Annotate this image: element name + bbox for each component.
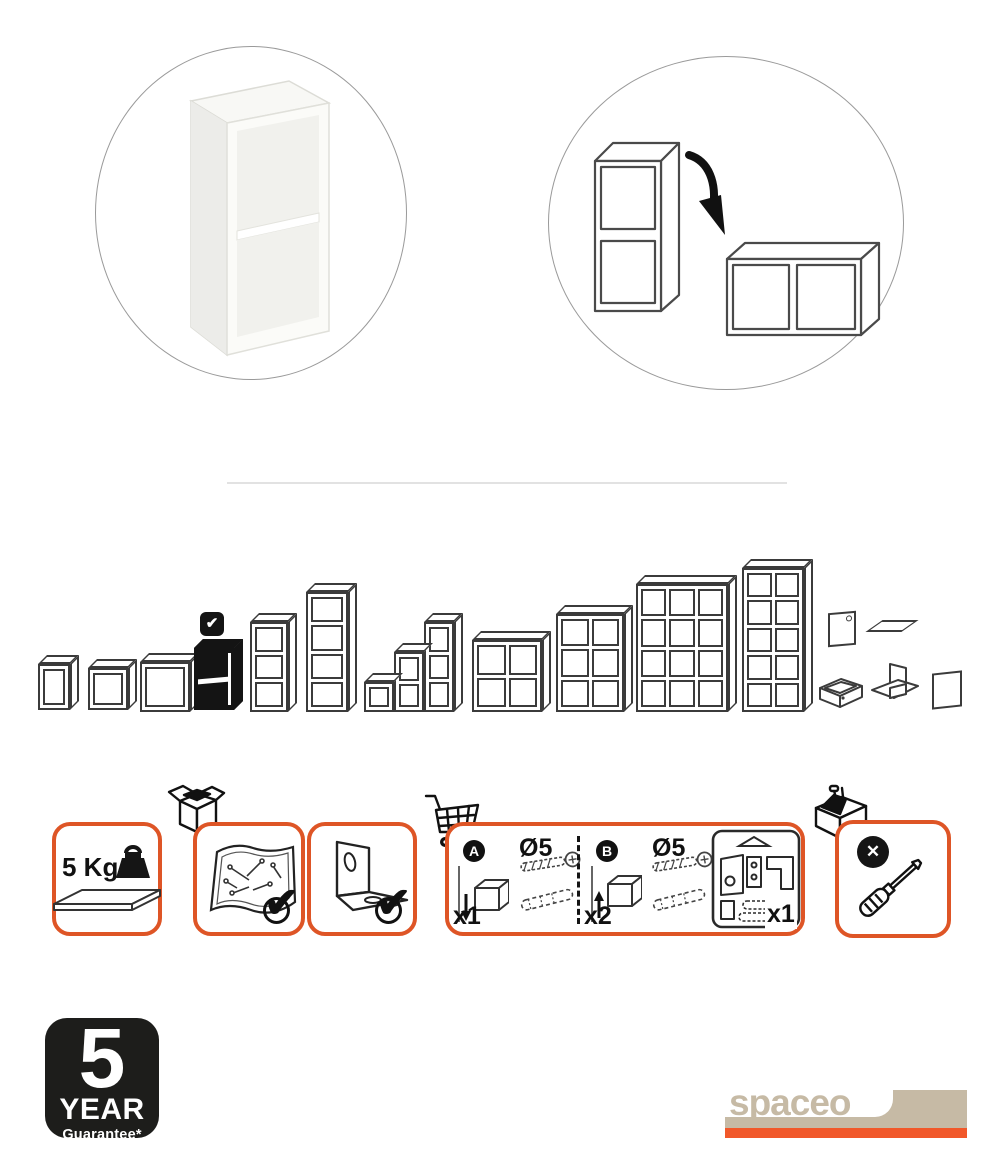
section-divider	[227, 482, 787, 484]
family-unit-2x5	[742, 568, 804, 712]
family-unit-2-cube-selected	[194, 648, 234, 710]
part-a-marker: A	[463, 840, 485, 862]
screw-and-plug-icon	[645, 848, 719, 914]
orientation-diagram-circle	[548, 56, 904, 390]
hardware-badge	[445, 822, 805, 936]
family-unit-small-cube	[88, 668, 128, 710]
phillips-head-icon: ✕	[857, 836, 889, 868]
section-separator	[577, 836, 580, 924]
part-a-qty: x1	[453, 902, 481, 930]
accessory-door	[828, 611, 856, 647]
part-b-qty: x2	[584, 902, 612, 930]
shelf-plank-icon	[50, 884, 162, 916]
max-load-label: 5 Kg	[62, 852, 119, 882]
two-cube-shelf-photo	[158, 65, 358, 365]
family-unit-stair-col2	[394, 652, 424, 712]
family-unit-4-cube-column	[306, 592, 348, 712]
tool-needed-badge	[835, 820, 951, 938]
screwdriver-icon	[845, 842, 937, 930]
product-photo-circle	[95, 46, 407, 380]
max-load-badge	[52, 822, 162, 936]
guarantee-badge	[45, 1011, 159, 1144]
included-checkmark: ✔	[264, 879, 300, 926]
family-unit-3-cube-column	[250, 622, 288, 712]
guarantee-text: Guarantee*	[62, 1127, 142, 1144]
accessory-drawer	[818, 674, 864, 710]
part-a-diameter: Ø5	[519, 834, 553, 862]
guarantee-years: 5	[78, 1011, 126, 1105]
accessory-shelf	[865, 620, 918, 632]
selected-checkbox	[200, 612, 224, 636]
brand-name: spaceo	[729, 1082, 851, 1123]
guarantee-unit: YEAR	[59, 1093, 145, 1127]
door-knob	[846, 615, 852, 622]
family-unit-stair-col1	[364, 682, 394, 712]
wall-kit-qty: x1	[767, 900, 795, 928]
family-unit-cube	[140, 662, 190, 712]
screw-bag-badge	[193, 822, 305, 936]
screw-and-plug-icon	[513, 848, 587, 914]
family-unit-2x3	[556, 614, 624, 712]
part-b-marker: B	[596, 840, 618, 862]
logo-stripe	[725, 1128, 967, 1138]
family-unit-stair-col3	[424, 622, 454, 712]
family-unit-3x4	[636, 584, 728, 712]
included-checkmark: ✔	[376, 879, 412, 926]
accessory-cross-divider	[870, 662, 920, 710]
brand-logo	[725, 1082, 967, 1138]
part-b-diameter: Ø5	[652, 834, 686, 862]
family-unit-half-cube	[38, 664, 70, 710]
checkmark-icon: ✔	[205, 615, 219, 632]
bracket-badge	[307, 822, 417, 936]
weight-icon	[108, 840, 156, 884]
family-unit-2x2	[472, 640, 542, 712]
accessory-back-panel	[932, 670, 962, 709]
rotate-arrow-icon	[689, 155, 725, 235]
vertical-to-horizontal-diagram	[567, 97, 887, 357]
